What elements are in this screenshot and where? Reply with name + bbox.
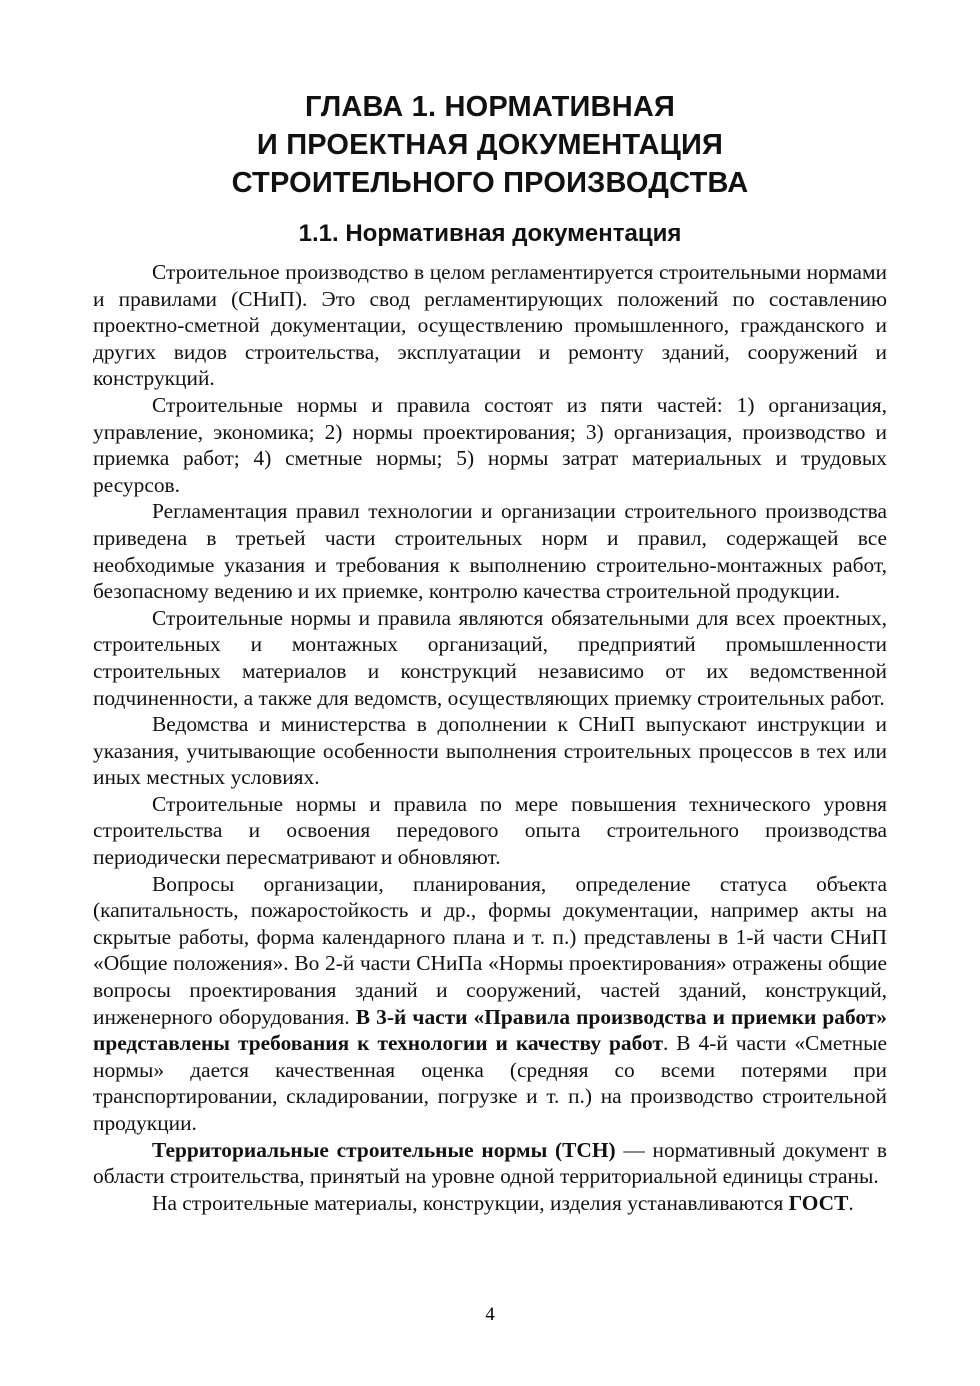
paragraph-5: Ведомства и министерства в дополнении к СНиП выпускают инструкции и указания, учитывающие особенности выполнения строительных процессов в тех или иных местных условиях. [93, 712, 887, 790]
paragraph-2: Строительные нормы и правила состоят из пяти частей: 1) организация, управление, экономика; 2) нормы проектирования; 3) организация, производство и приемка работ; 4) сметные нормы; 5) нормы затрат материальных и трудовых ресурсов. [93, 392, 887, 497]
paragraph-9 [93, 1190, 887, 1217]
chapter-title-line-1: ГЛАВА 1. НОРМАТИВНАЯ [304, 91, 676, 123]
paragraph-7 [93, 871, 887, 1137]
paragraph-7-text-end: . В 4-й части «Сметные нормы» дается качественная оценка (средняя со всеми потерями при транспортировании, складировании, погрузке и т. п.) на производство строительной продукции. [93, 1031, 888, 1135]
page-number: 4 [485, 1304, 495, 1325]
paragraph-6: Строительные нормы и правила по мере повышения технического уровня строительства и освоения передового опыта строительного производства периодически пересматривают и обновляют. [93, 791, 887, 870]
document-page [93, 88, 887, 1216]
paragraph-3: Регламентация правил технологии и организации строительного производства приведена в третьей части строительных норм и правил, содержащей все необходимые указания и требования к выполнению строительно-монтажных работ, безопасному ведению и их приемке, контролю качества строительной продукции. [93, 499, 887, 604]
chapter-title [93, 88, 887, 202]
paragraph-8 [93, 1137, 887, 1190]
tsn-term: Территориальные строительные нормы (ТСН) [152, 1137, 616, 1162]
paragraph-1: Строительное производство в целом регламентируется строительными нормами и правилами (СНиП). Это свод регламентирующих положений по составлению проектно-сметной документации, осуществлению промышленного, гражданского и других видов строительства, эксплуатации и ремонту зданий, сооружений и конструкций. [93, 260, 887, 391]
section-title: 1.1. Нормативная документация [298, 220, 682, 247]
chapter-title-line-2: И ПРОЕКТНАЯ ДОКУМЕНТАЦИЯ [256, 129, 724, 161]
gost-term: ГОСТ [788, 1190, 849, 1215]
chapter-title-line-3: СТРОИТЕЛЬНОГО ПРОИЗВОДСТВА [231, 167, 749, 199]
paragraph-7-bold: В 3-й части «Правила производства и приемки работ» представлены требования к технологии и качеству работ [93, 1004, 887, 1056]
paragraph-4: Строительные нормы и правила являются обязательными для всех проектных, строительных и монтажных организаций, предприятий промышленности строительных материалов и конструкций независимо от их ведомственной подчиненности, а также для ведомств, осуществляющих приемку строительных работ. [93, 605, 887, 710]
paragraph-9-period: . [848, 1190, 854, 1215]
paragraph-7-text: Вопросы организации, планирования, определение статуса объекта (капитальность, пожаростойкость и др., формы документации, например акты на скрытые работы, форма календарного плана и т. п.) представлены в 1-й части СНиП «Общие положения». Во 2-й части СНиПа «Нормы проектирования» отражены общие вопросы проектирования зданий и сооружений, частей зданий, конструкций, инженерного оборудования. [93, 871, 887, 1029]
paragraph-9-text: На строительные материалы, конструкции, изделия устанавливаются [152, 1190, 789, 1215]
tsn-definition: — нормативный документ в области строительства, принятый на уровне одной территориальной единицы страны. [93, 1137, 887, 1189]
